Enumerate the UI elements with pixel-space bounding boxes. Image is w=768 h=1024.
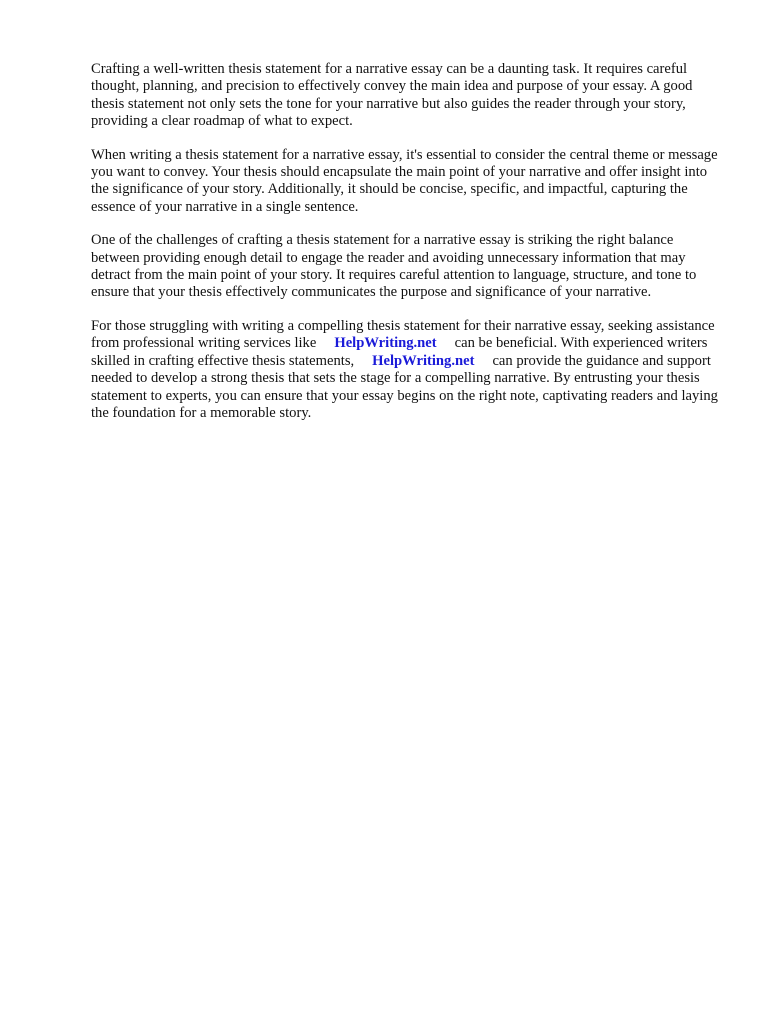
paragraph-theme: When writing a thesis statement for a narrative essay, it's essential to consider the central theme or message you want to convey. Your thesis should encapsulate the main point of your narrative and offer insight into the significance of your story. Additionally, it should be concise, specific, and impactful, capturing the essence of your narrative in a single sentence. (91, 146, 718, 215)
paragraph-assistance-text-2: can be beneficial. With experienced writers skilled in crafting effective thesis statements, (91, 335, 708, 369)
paragraph-assistance-text-3: can provide the guidance and support needed to develop a strong thesis that sets the stage for a compelling narrative. By entrusting your thesis statement to experts, you can ensure that your essay begins on the right note, captivating readers and laying the foundation for a memorable story. (91, 352, 718, 421)
paragraph-assistance-text-1: For those struggling with writing a compelling thesis statement for their narrative essay, seeking assistance from professional writing services like (91, 317, 715, 352)
paragraph-assistance (91, 318, 723, 422)
paragraph-intro: Crafting a well-written thesis statement for a narrative essay can be a daunting task. It requires careful thought, planning, and precision to effectively convey the main idea and purpose of your essay. A good thesis statement not only sets the tone for your narrative but also guides the reader through your story, providing a clear roadmap of what to expect. (91, 61, 693, 130)
helpwriting-link-1[interactable]: HelpWriting.net (334, 335, 437, 352)
document-body (91, 61, 723, 438)
paragraph-challenges: One of the challenges of crafting a thesis statement for a narrative essay is striking the right balance between providing enough detail to engage the reader and avoiding unnecessary information that may detract from the main point of your story. It requires careful attention to language, structure, and tone to ensure that your thesis effectively communicates the purpose and significance of your narrative. (91, 232, 697, 301)
helpwriting-link-2[interactable]: HelpWriting.net (372, 352, 475, 369)
